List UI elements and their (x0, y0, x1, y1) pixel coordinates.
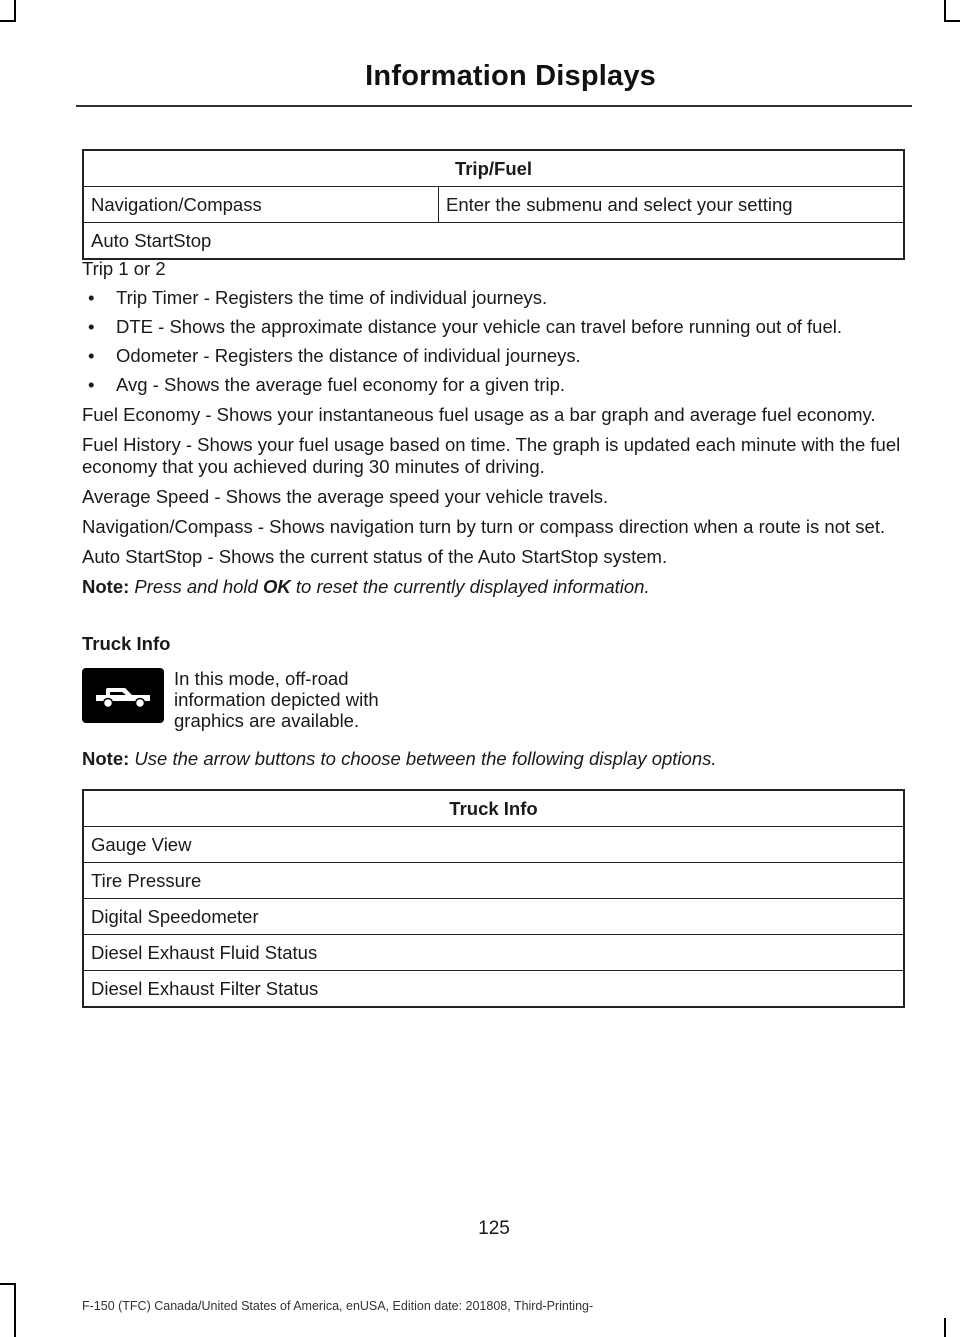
table-row (83, 187, 904, 223)
list-item: • DTE - Shows the approximate distance your vehicle can travel before running out of fuel. (82, 316, 906, 338)
note-text: Press and hold (134, 576, 258, 597)
paragraph: Navigation/Compass - Shows navigation turn by turn or compass direction when a route is not set. (82, 516, 886, 537)
note-text: Use the arrow buttons to choose between the following display options. (134, 748, 717, 769)
table-cell: Auto StartStop (83, 223, 904, 260)
table-heading: Trip/Fuel (83, 150, 904, 187)
truck-info-description: In this mode, off-road information depicted with graphics are available. (174, 668, 379, 731)
table-row (83, 827, 904, 863)
truck-info-table (82, 789, 905, 1008)
crop-mark (14, 1283, 16, 1337)
page-number: 125 (478, 1218, 510, 1239)
list-item: • Avg - Shows the average fuel economy for a given trip. (82, 374, 906, 396)
trip-fuel-table (82, 149, 905, 260)
note-key: OK (262, 576, 291, 597)
table-row (83, 223, 904, 260)
list-item: • Trip Timer - Registers the time of individual journeys. (82, 287, 906, 309)
paragraph: Fuel History - Shows your fuel usage based on time. The graph is updated each minute with the fuel economy that you achieved during 30 minutes of driving. (82, 434, 901, 477)
crop-mark (14, 0, 16, 22)
crop-mark (0, 1283, 16, 1285)
table-row (83, 935, 904, 971)
trip-intro: Trip 1 or 2 (82, 258, 166, 279)
note-text: to reset the currently displayed information. (295, 576, 650, 597)
table-cell: Tire Pressure (83, 863, 904, 899)
table-heading: Truck Info (83, 790, 904, 827)
footer-text: F-150 (TFC) Canada/United States of America, enUSA, Edition date: 201808, Third-Printing- (82, 1299, 594, 1313)
note (82, 576, 906, 598)
table-cell: Navigation/Compass (83, 187, 439, 223)
page-title: Information Displays (365, 60, 656, 92)
page-content (82, 149, 906, 1008)
section-heading: Truck Info (82, 633, 171, 654)
crop-mark (944, 20, 960, 22)
table-row (83, 971, 904, 1008)
paragraph: Auto StartStop - Shows the current status of the Auto StartStop system. (82, 546, 668, 567)
header-rule (76, 105, 912, 107)
crop-mark (944, 0, 946, 22)
pickup-truck-icon (82, 668, 164, 723)
table-cell: Diesel Exhaust Filter Status (83, 971, 904, 1008)
paragraph: Average Speed - Shows the average speed your vehicle travels. (82, 486, 609, 507)
list-item: • Odometer - Registers the distance of individual journeys. (82, 345, 906, 367)
table-cell: Digital Speedometer (83, 899, 904, 935)
note (82, 748, 906, 770)
crop-mark (944, 1318, 946, 1337)
trip-bullet-list (82, 287, 906, 396)
table-cell: Gauge View (83, 827, 904, 863)
table-cell: Diesel Exhaust Fluid Status (83, 935, 904, 971)
truck-info-row (82, 668, 906, 730)
paragraph: Fuel Economy - Shows your instantaneous fuel usage as a bar graph and average fuel economy. (82, 404, 876, 425)
table-cell: Enter the submenu and select your setting (439, 187, 905, 223)
crop-mark (0, 20, 16, 22)
note-label: Note: (82, 576, 130, 597)
table-row (83, 863, 904, 899)
table-row (83, 899, 904, 935)
note-label: Note: (82, 748, 130, 769)
